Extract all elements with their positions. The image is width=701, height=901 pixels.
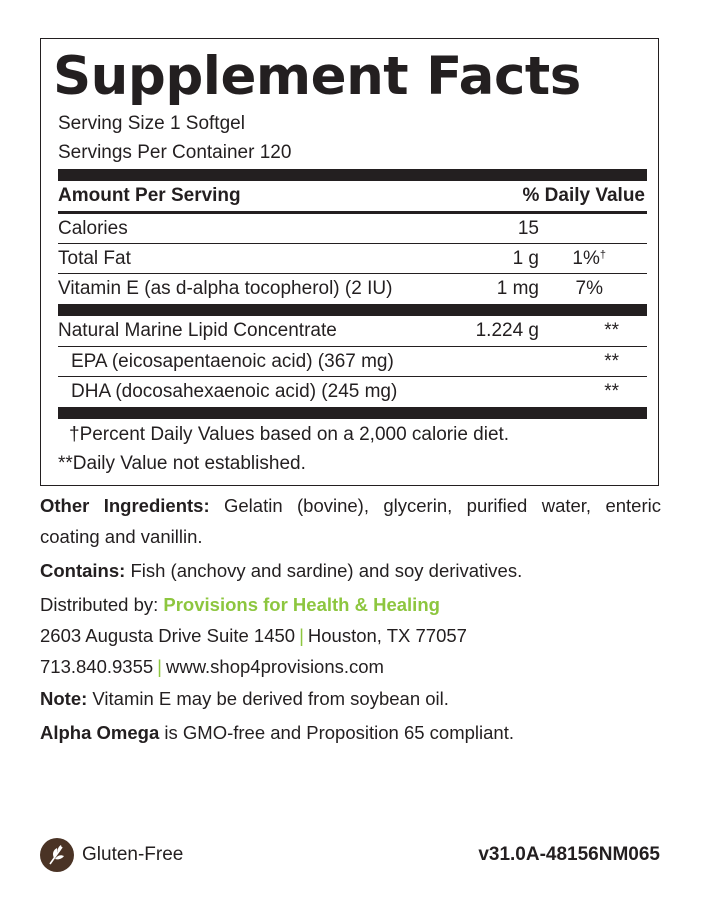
separator: |: [157, 656, 162, 677]
servings-per-container: Servings Per Container 120: [58, 142, 292, 163]
nutrient-name: Calories: [58, 218, 128, 239]
other-ingredients: [40, 490, 661, 552]
nutrient-dv: 1%†: [572, 248, 606, 269]
distributor-block: [40, 589, 661, 682]
blend-amount: 1.224 g: [475, 320, 539, 341]
blend-row-dha: [58, 377, 647, 407]
facts-title: Supplement Facts: [53, 46, 581, 107]
thick-divider: [58, 407, 647, 419]
brand-statement-text: is GMO-free and Proposition 65 compliant.: [164, 722, 514, 743]
blend-name: Natural Marine Lipid Concentrate: [58, 320, 337, 341]
phone-number: 713.840.9355: [40, 656, 154, 677]
note: [40, 683, 661, 714]
header-row: [58, 181, 647, 211]
brand-statement: [40, 717, 661, 748]
daily-value-header: % Daily Value: [522, 185, 645, 206]
nutrient-dv: 7%: [575, 278, 603, 299]
thick-divider: [58, 169, 647, 181]
blend-dv: **: [604, 320, 619, 341]
distributor-name: Provisions for Health & Healing: [163, 594, 440, 615]
nutrient-row-calories: [58, 214, 647, 244]
footnote-not-established: **Daily Value not established.: [58, 453, 306, 474]
note-text: Vitamin E may be derived from soybean oil.: [92, 688, 449, 709]
blend-name: EPA (eicosapentaenoic acid) (367 mg): [71, 351, 394, 372]
blend-dv: **: [604, 351, 619, 372]
nutrient-amount: 1 mg: [496, 278, 539, 299]
gluten-free-label: Gluten-Free: [82, 844, 184, 865]
nutrient-name: Vitamin E (as d-alpha tocopherol) (2 IU): [58, 278, 393, 299]
brand-name: Alpha Omega: [40, 722, 160, 743]
address-line: [40, 620, 661, 651]
blend-name: DHA (docosahexaenoic acid) (245 mg): [71, 381, 398, 402]
blend-dv: **: [604, 381, 619, 402]
address-city: Houston, TX 77057: [307, 625, 467, 646]
distributor-line: [40, 589, 661, 620]
version-code: v31.0A-48156NM065: [478, 844, 660, 865]
note-label: Note:: [40, 688, 88, 709]
contains: [40, 555, 661, 586]
nutrient-name: Total Fat: [58, 248, 131, 269]
other-ingredients-label: Other Ingredients:: [40, 495, 210, 516]
footnote-daily-values: †Percent Daily Values based on a 2,000 calorie diet.: [69, 424, 510, 445]
serving-size: Serving Size 1 Softgel: [58, 113, 245, 134]
separator: |: [299, 625, 304, 646]
distributed-by-label: Distributed by:: [40, 594, 159, 615]
address-street: 2603 Augusta Drive Suite 1450: [40, 625, 296, 646]
dagger-mark: †: [599, 249, 606, 261]
nutrient-row-vitamin-e: [58, 274, 647, 304]
blend-row-epa: [58, 347, 647, 377]
supplement-facts-panel: [40, 38, 659, 486]
wheat-leaf-icon: [40, 838, 74, 872]
amount-per-serving-header: Amount Per Serving: [58, 185, 241, 206]
contains-label: Contains:: [40, 560, 126, 581]
nutrient-amount: 1 g: [512, 248, 539, 269]
contact-line: [40, 651, 661, 682]
contains-text: Fish (anchovy and sardine) and soy derivatives.: [130, 560, 523, 581]
blend-row-marine-lipid: [58, 316, 647, 346]
website-link[interactable]: www.shop4provisions.com: [165, 656, 384, 677]
other-ingredients-text: Gelatin (bovine), glycerin, purified water, enteric coating and vanillin.: [40, 495, 661, 547]
thick-divider: [58, 304, 647, 316]
nutrient-amount: 15: [517, 218, 539, 239]
nutrient-row-total-fat: [58, 244, 647, 274]
